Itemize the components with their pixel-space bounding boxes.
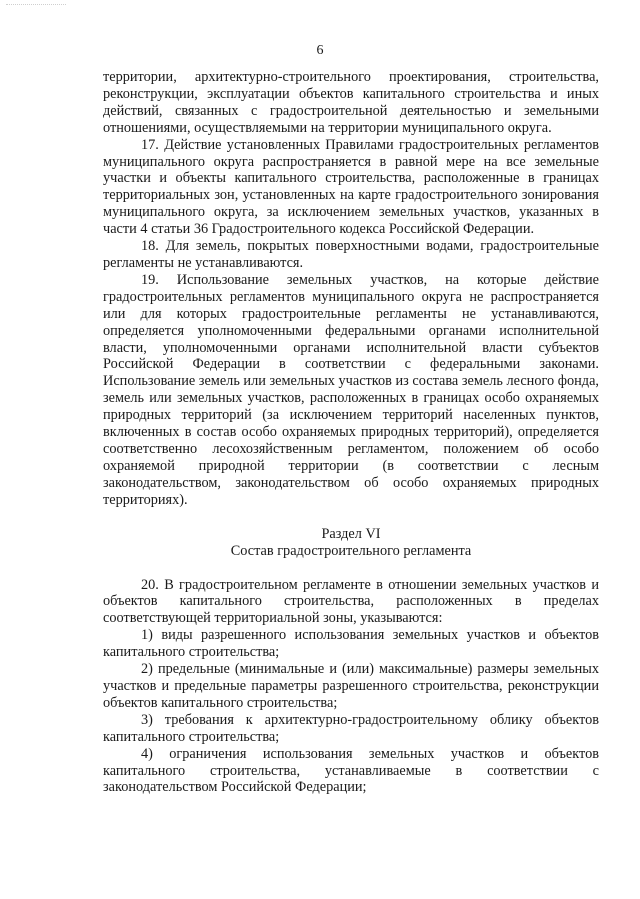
paragraph-18: 18. Для земель, покрытых поверхностными водами, градостроительные регламенты не устанавливаются. (103, 238, 599, 271)
scan-mark (6, 4, 66, 9)
paragraph-19: 19. Использование земельных участков, на которые действие градостроительных регламентов муниципального округа не распространяется или для которых градостроительные регламенты не устанавливаются, определяется уполномоченными федеральными органами исполнительной власти, уполномоченными органами исполнительной власти субъектов Российской Федерации в соответствии с федеральными законами. Использование земель или земельных участков из состава земель лесного фонда, земель или земельных участков, расположенных в границах особо охраняемых природных территорий (за исключением территорий населенных пунктов, включенных в состав особо охраняемых природных территорий), определяется соответственно лесохозяйственным регламентом, положением об особо охраняемой природной территории (в соответствии с лесным законодательством, законодательством об особо охраняемых природных территориях). (103, 271, 599, 508)
list-item-4: 4) ограничения использования земельных участков и объектов капитального строительства, устанавливаемые в соответствии с законодательством Российской Федерации; (103, 745, 599, 796)
paragraph-17: 17. Действие установленных Правилами градостроительных регламентов муниципального округа распространяется в равной мере на все земельные участки и объекты капитального строительства, расположенные в границах территориальных зон, установленных на карте градостроительного зонирования муниципального округа, за исключением земельных участков, указанных в части 4 статьи 36 Градостроительного кодекса Российской Федерации. (103, 136, 599, 238)
document-body (103, 69, 599, 796)
spacer (103, 560, 599, 577)
paragraph-20: 20. В градостроительном регламенте в отношении земельных участков и объектов капитального строительства, расположенных в пределах соответствующей территориальной зоны, указываются: (103, 576, 599, 627)
list-item-3: 3) требования к архитектурно-градостроительному облику объектов капитального строительства; (103, 711, 599, 745)
list-item-1: 1) виды разрешенного использования земельных участков и объектов капитального строительства; (103, 627, 599, 661)
list-item-2: 2) предельные (минимальные и (или) максимальные) размеры земельных участков и предельные параметры разрешенного строительства, реконструкции объектов капитального строительства; (103, 661, 599, 711)
section-label: Раздел VI (321, 525, 381, 542)
paragraph-continuation: территории, архитектурно-строительного проектирования, строительства, реконструкции, эксплуатации объектов капитального строительства и иных действий, связанных с градостроительной деятельностью и земельными отношениями, осуществляемыми на территории муниципального округа. (103, 69, 599, 136)
spacer (103, 509, 599, 526)
page-number: 6 (316, 43, 324, 58)
section-title: Состав градостроительного регламента (230, 542, 472, 559)
